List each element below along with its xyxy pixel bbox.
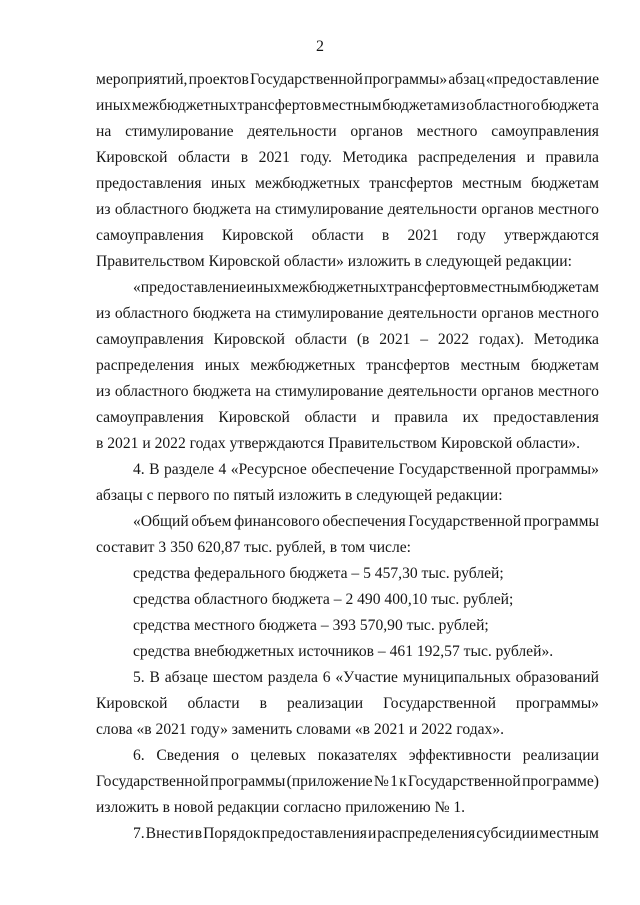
text-line: составит 3 350 620,87 тыс. рублей, в том числе: xyxy=(96,539,412,556)
text-line: Кировской области в реализации Государственной программы» xyxy=(96,695,599,712)
text-line: иных межбюджетных трансфертов местным бюджетам из областного бюджета xyxy=(96,97,599,114)
text-line: 5. В абзаце шестом раздела 6 «Участие муниципальных образований xyxy=(133,669,599,686)
text-line: самоуправления Кировской области и правила их предоставления xyxy=(96,409,599,426)
text-line: самоуправления Кировской области в 2021 году утверждаются xyxy=(96,227,599,244)
text-line: 4. В разделе 4 «Ресурсное обеспечение Государственной программы» xyxy=(133,461,599,478)
text-line: самоуправления Кировской области (в 2021 – 2022 годах). Методика xyxy=(96,331,599,348)
text-line: средства областного бюджета – 2 490 400,10 тыс. рублей; xyxy=(133,591,514,608)
text-line: распределения иных межбюджетных трансфертов местным бюджетам xyxy=(96,357,599,374)
text-line: средства внебюджетных источников – 461 192,57 тыс. рублей». xyxy=(133,643,554,660)
text-line: средства местного бюджета – 393 570,90 тыс. рублей; xyxy=(133,617,489,634)
text-line: в 2021 и 2022 годах утверждаются Правительством Кировской области». xyxy=(96,435,581,452)
text-line: 7. Внести в Порядок предоставления и распределения субсидии местным xyxy=(133,825,599,842)
text-line: слова «в 2021 году» заменить словами «в 2021 и 2022 годах». xyxy=(96,721,505,738)
text-line: предоставления иных межбюджетных трансфертов местным бюджетам xyxy=(96,175,599,192)
text-line: «Общий объем финансового обеспечения Государственной программы xyxy=(133,513,599,530)
text-line: средства федерального бюджета – 5 457,30 тыс. рублей; xyxy=(133,565,504,582)
text-line: абзацы с первого по пятый изложить в следующей редакции: xyxy=(96,487,503,504)
text-line: Кировской области в 2021 году. Методика распределения и правила xyxy=(96,149,599,166)
text-line: на стимулирование деятельности органов местного самоуправления xyxy=(96,123,599,140)
text-line: изложить в новой редакции согласно приложению № 1. xyxy=(96,799,466,816)
text-line: из областного бюджета на стимулирование деятельности органов местного xyxy=(96,201,599,218)
page-number: 2 xyxy=(316,38,324,55)
text-line: из областного бюджета на стимулирование деятельности органов местного xyxy=(96,383,599,400)
text-line: мероприятий, проектов Государственной программы» абзац «предоставление xyxy=(96,71,599,88)
text-line: из областного бюджета на стимулирование деятельности органов местного xyxy=(96,305,599,322)
text-line: 6. Сведения о целевых показателях эффективности реализации xyxy=(133,747,599,764)
text-line: Государственной программы (приложение № 1 к Государственной программе) xyxy=(96,773,599,790)
text-line: «предоставление иных межбюджетных трансфертов местным бюджетам xyxy=(133,279,599,296)
text-line: Правительством Кировской области» изложить в следующей редакции: xyxy=(96,253,572,270)
